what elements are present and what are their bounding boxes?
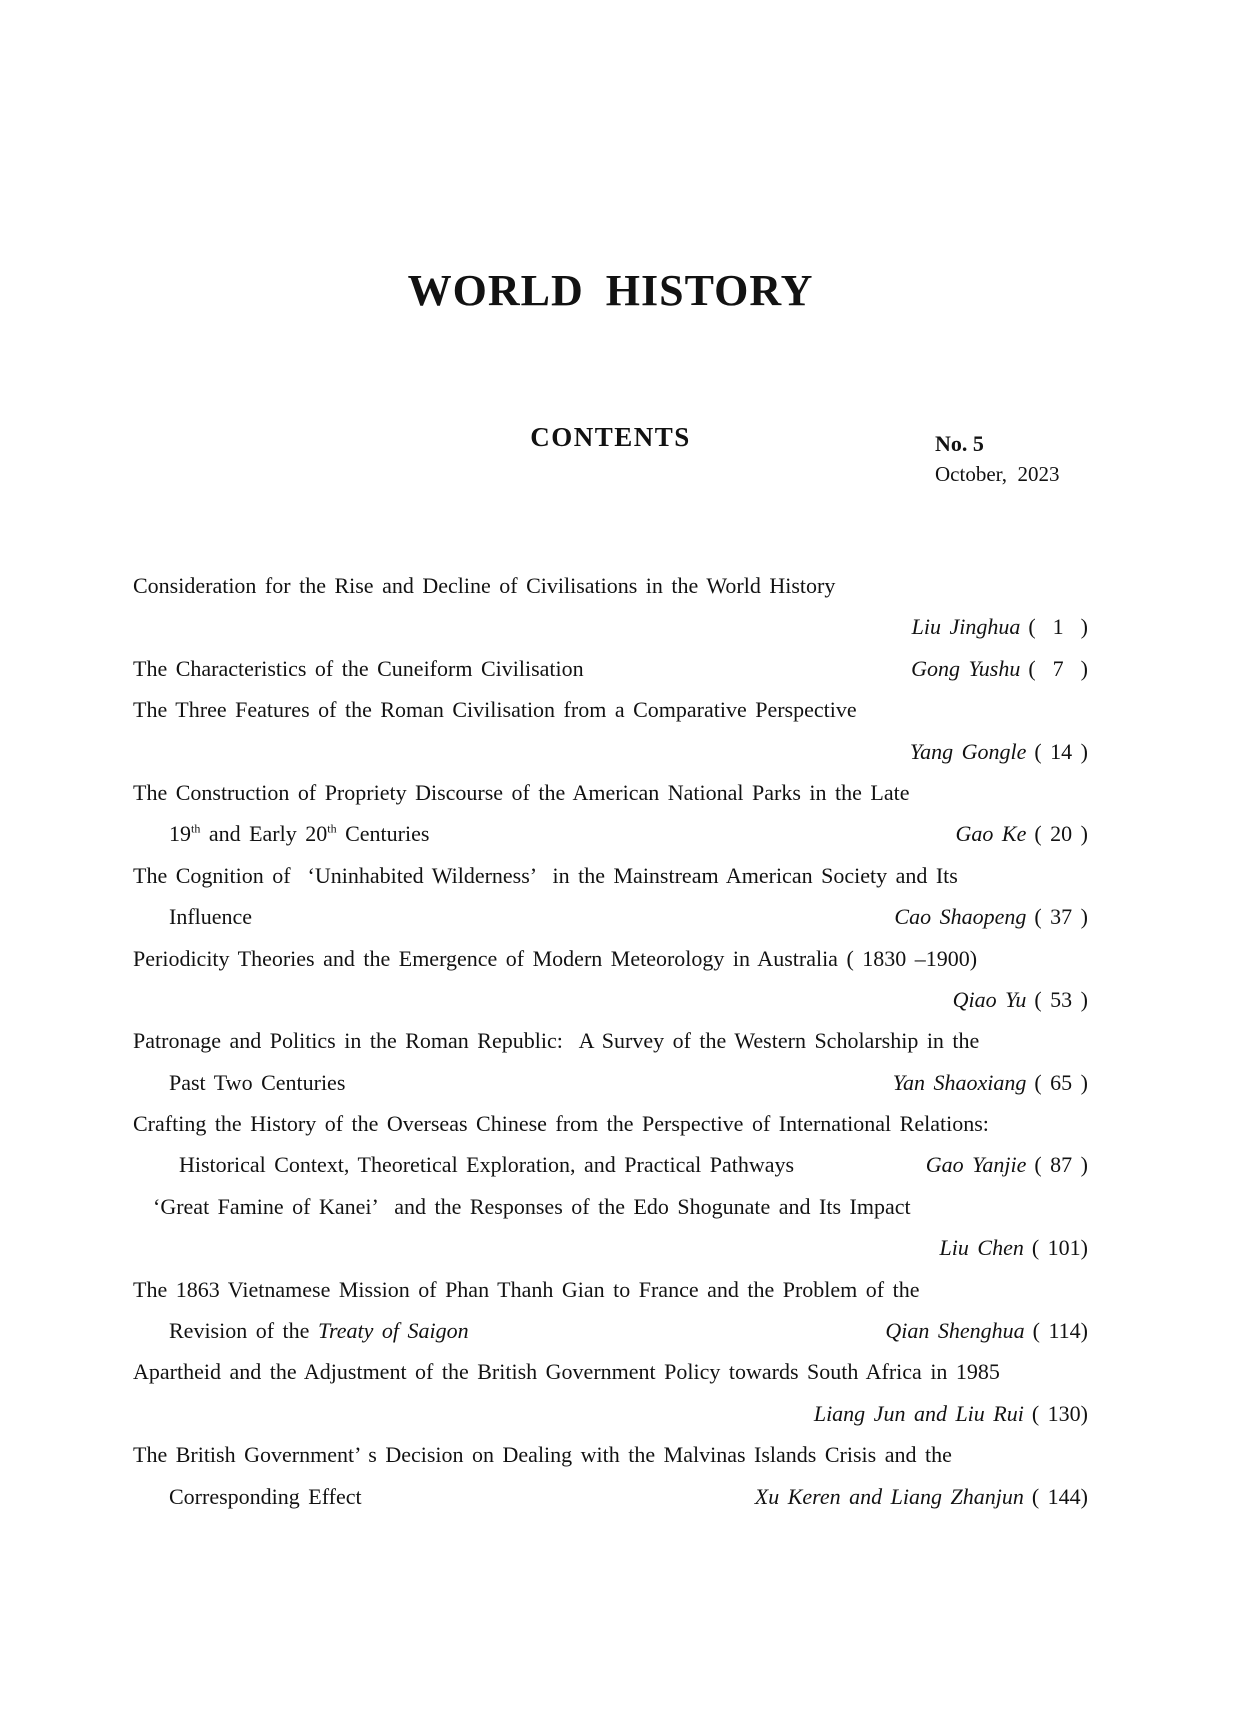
toc-line [133,689,1088,730]
entry-author: Qian Shenghua [885,1318,1025,1344]
superscript-text: th [191,822,201,837]
entry-title: Revision of the Treaty of Saigon [169,1318,469,1344]
contents-heading: CONTENTS [530,422,691,452]
entry-title: The 1863 Vietnamese Mission of Phan Thanh Gian to France and the Problem of the [133,1276,920,1302]
toc-line [133,606,1088,647]
toc-line [133,896,1088,937]
entry-ref [814,1393,1088,1434]
toc-line [133,731,1088,772]
entry-ref [912,606,1088,647]
entry-ref [911,648,1088,689]
toc-line [133,1103,1088,1144]
entry-ref [894,896,1088,937]
entry-author: Gao Ke [955,821,1027,847]
entry-ref [910,731,1088,772]
entry-title: The British Government’ s Decision on Dealing with the Malvinas Islands Crisis and the [133,1442,952,1468]
entry-author: Xu Keren and Liang Zhanjun [754,1483,1024,1509]
entry-title: 19th and Early 20th Centuries [169,821,430,847]
entry-page-number: ( 87 ) [1034,1152,1088,1178]
journal-title: WORLD HISTORY [407,266,814,315]
entry-page-number: ( 7 ) [1028,655,1088,681]
entry-page-number: ( 130) [1031,1400,1088,1426]
entry-ref [953,979,1088,1020]
entry-page-number: ( 14 ) [1034,738,1088,764]
entry-author: Gong Yushu [911,655,1021,681]
entry-author: Liang Jun and Liu Rui [813,1400,1024,1426]
entry-title: Influence [169,904,253,930]
issue-date: October, 2023 [935,462,1060,486]
entry-author: Gao Yanjie [925,1152,1027,1178]
entry-ref [926,1144,1088,1185]
entry-author: Yan Shaoxiang [892,1069,1027,1095]
entry-ref [956,813,1088,854]
entry-title: Consideration for the Rise and Decline of Civilisations in the World History [133,573,836,598]
entry-author: Cao Shaopeng [894,904,1027,930]
entry-title: Periodicity Theories and the Emergence of Modern Meteorology in Australia ( 1830 –1900) [133,945,978,971]
entry-title: The Cognition of ‘Uninhabited Wilderness’ in the Mainstream American Society and Its [133,862,958,888]
entry-page-number: ( 65 ) [1034,1069,1088,1095]
superscript-text: th [327,822,337,837]
toc-line [133,1269,1088,1310]
entry-title: Historical Context, Theoretical Exploration, and Practical Pathways [179,1152,795,1178]
entry-page-number: ( 53 ) [1034,986,1088,1012]
entry-page-number: ( 1 ) [1028,614,1088,640]
italic-title-text: Treaty of Saigon [317,1318,469,1344]
toc-line [133,1186,1088,1227]
toc-line [133,855,1088,896]
entry-page-number: ( 20 ) [1034,821,1088,847]
toc-line [133,979,1088,1020]
entry-ref [755,1476,1088,1517]
toc-line [133,1476,1088,1517]
entry-title: The Characteristics of the Cuneiform Civilisation [133,655,584,681]
entry-author: Qiao Yu [952,986,1027,1012]
entry-title: Crafting the History of the Overseas Chinese from the Perspective of International Relations: [133,1111,989,1137]
entry-title: Patronage and Politics in the Roman Republic: A Survey of the Western Scholarship in the [133,1028,980,1054]
entry-page-number: ( 101) [1031,1235,1088,1261]
toc-line [133,772,1088,813]
entry-page-number: ( 37 ) [1034,904,1088,930]
entry-title: Past Two Centuries [169,1069,346,1095]
toc-line [133,1393,1088,1434]
entry-ref [885,1310,1088,1351]
toc-line [133,1310,1088,1351]
toc-line [133,1020,1088,1061]
toc-line [133,565,1088,606]
issue-block [935,430,1060,487]
toc-list [133,565,1088,1517]
entry-title: Corresponding Effect [169,1483,362,1509]
entry-page-number: ( 114) [1032,1318,1088,1344]
entry-ref [893,1062,1088,1103]
toc-line [133,938,1088,979]
toc-line [133,1434,1088,1475]
entry-author: Liu Chen [939,1235,1024,1261]
toc-line [133,1144,1088,1185]
toc-line [133,1062,1088,1103]
entry-title: Apartheid and the Adjustment of the British Government Policy towards South Africa in 1985 [133,1359,1000,1385]
issue-number: No. 5 [935,431,984,456]
toc-line [133,1351,1088,1392]
entry-author: Yang Gongle [909,738,1027,764]
entry-title: The Three Features of the Roman Civilisation from a Comparative Perspective [133,697,857,723]
entry-page-number: ( 144) [1031,1483,1088,1509]
entry-ref [940,1227,1088,1268]
entry-title: ‘Great Famine of Kanei’ and the Responses of the Edo Shogunate and Its Impact [153,1193,911,1219]
toc-line [133,1227,1088,1268]
entry-title: The Construction of Propriety Discourse of the American National Parks in the Late [133,779,910,805]
entry-author: Liu Jinghua [911,614,1021,640]
toc-line [133,813,1088,854]
toc-line [133,648,1088,689]
